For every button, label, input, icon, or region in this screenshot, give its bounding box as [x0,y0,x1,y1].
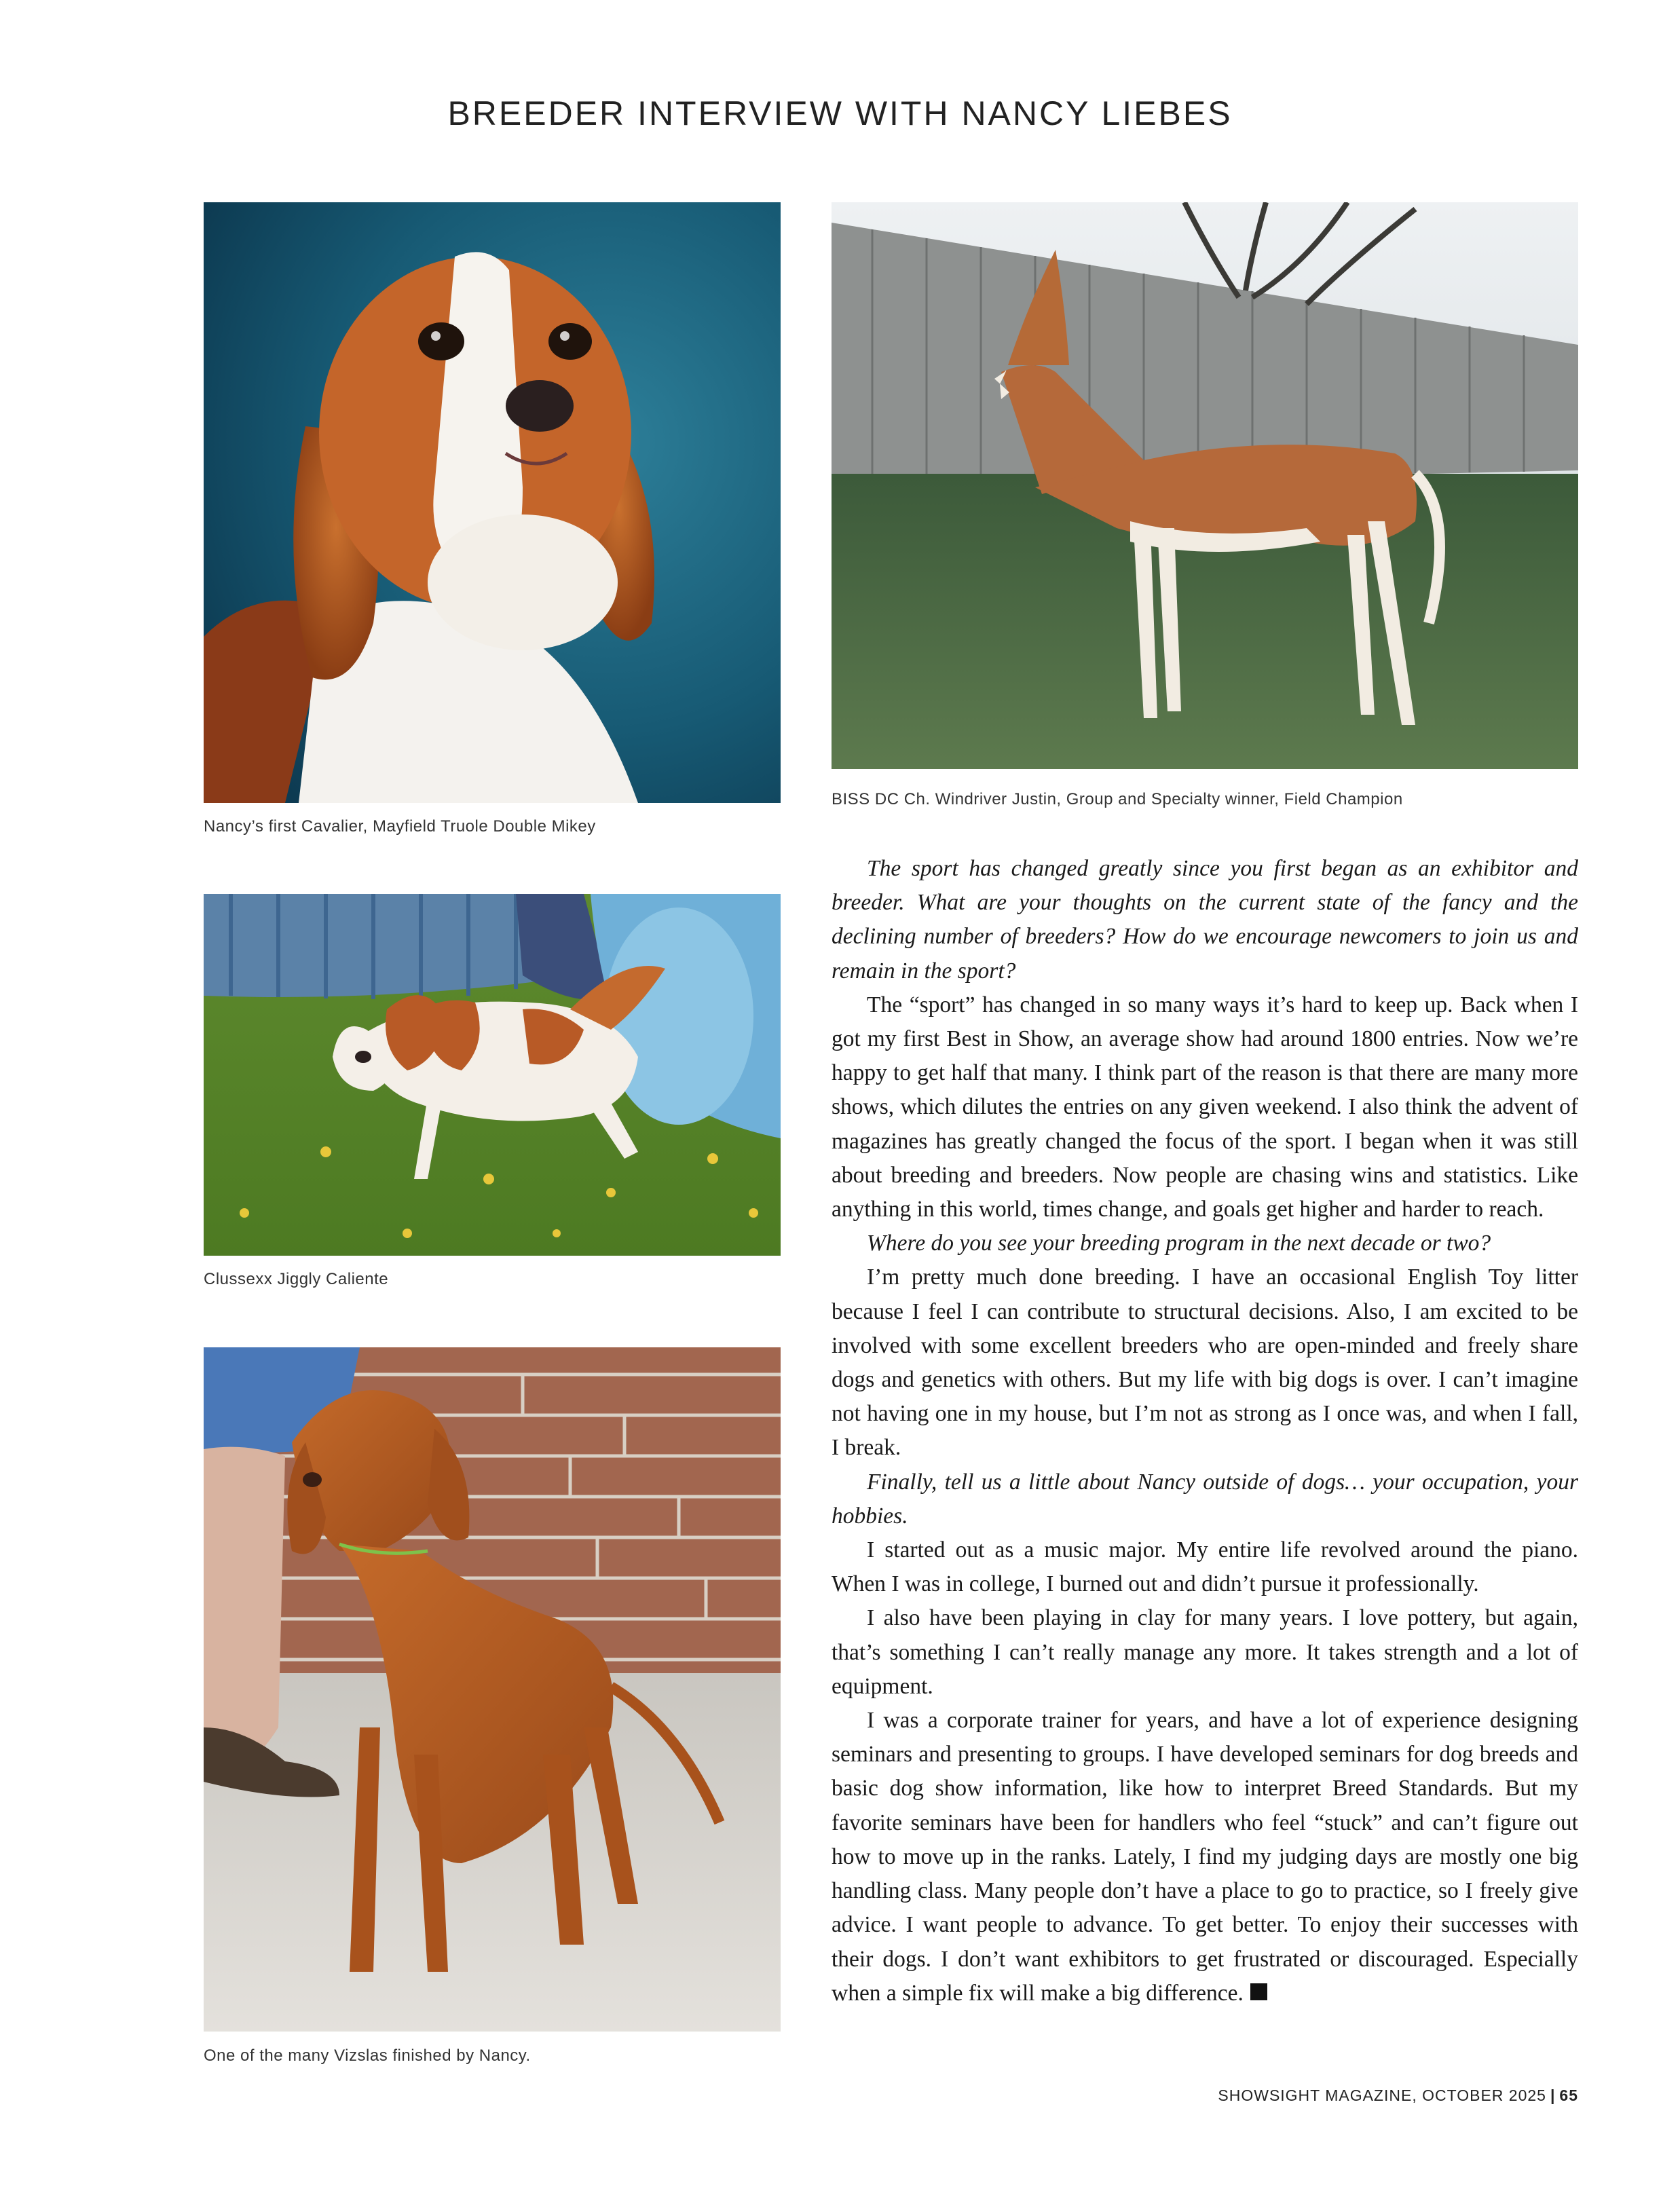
vizsla-caption: One of the many Vizslas finished by Nancy. [204,2046,531,2065]
cavalier-portrait-caption: Nancy’s first Cavalier, Mayfield Truole Double Mikey [204,817,596,836]
interview-answer: I’m pretty much done breeding. I have an occasional English Toy litter because I feel I can contribute to structural decisions. Also, I am excited to be involved with some excellent breeders who are open-minded and freely share dogs and genetics with others. But my life with big dogs is over. I can’t imagine not having one in my house, but I’m not as strong as I once was, and when I fall, I break. [832,1265,1578,1461]
interview-article [832,852,1578,2010]
vizsla-photo [204,1347,781,2032]
interview-answer: The “sport” has changed in so many ways it’s hard to keep up. Back when I got my first Best in Show, an average show had around 1800 entries. Now we’re happy to get half that many. I think part of the reason is that there are many more shows, which dilutes the entries on any given weekend. I also think the advent of magazines has greatly changed the focus of the sport. I began when it was still about breeding and breeders. Now people are chasing wins and statistics. Like anything in this world, times change, and goals get higher and harder to reach. [832,992,1578,1222]
cavalier-running-caption: Clussexx Jiggly Caliente [204,1270,389,1288]
page-number: 65 [1559,2087,1578,2104]
interview-question: The sport has changed greatly since you first began as an exhibitor and breeder. What are your thoughts on the current state of the fancy and the declining number of breeders? How do we encourage newcomers to join us and remain in the sport? [832,856,1578,984]
footer-separator: | [1550,2087,1556,2104]
ibizan-hound-caption: BISS DC Ch. Windriver Justin, Group and Specialty winner, Field Champion [832,790,1403,808]
page-title: BREEDER INTERVIEW WITH NANCY LIEBES [447,94,1233,132]
end-of-article-mark [1250,1983,1267,2000]
page-footer [1218,2087,1578,2105]
ibizan-hound-photo [832,202,1578,769]
cavalier-running-photo [204,894,781,1256]
publication-name: SHOWSIGHT MAGAZINE, OCTOBER 2025 [1218,2087,1546,2104]
interview-answer [832,1704,1578,2010]
cavalier-portrait-photo [204,202,781,803]
interview-question: Where do you see your breeding program in the next decade or two? [867,1231,1491,1256]
interview-answer: I also have been playing in clay for many years. I love pottery, but again, that’s something I can’t really manage any more. It takes strength and a lot of equipment. [832,1605,1578,1699]
interview-answer: I started out as a music major. My entire life revolved around the piano. When I was in college, I burned out and didn’t pursue it professionally. [832,1537,1578,1597]
interview-question: Finally, tell us a little about Nancy outside of dogs… your occupation, your hobbies. [832,1469,1578,1529]
interview-answer-text: I was a corporate trainer for years, and have a lot of experience designing seminars and presenting to groups. I have developed seminars for dog breeds and basic dog show information, like how to interpret Breed Standards. But my favorite seminars have been for handlers who feel “stuck” and can’t figure out how to move up in the ranks. Lately, I find my judging days are mostly one big handling class. Many people don’t have a place to go to practice, so I freely give advice. I want people to advance. To get better. To enjoy their successes with their dogs. I don’t want exhibitors to get frustrated or discouraged. Especially when a simple fix will make a big difference. [832,1708,1578,2006]
